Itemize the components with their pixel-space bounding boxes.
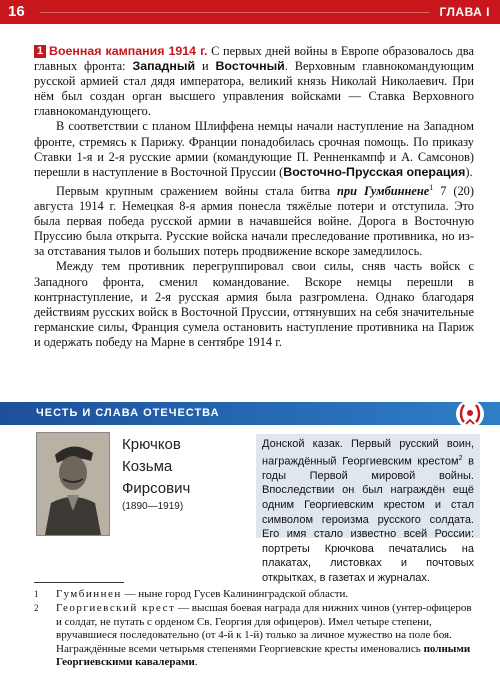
- footnote-ref-2[interactable]: 2: [458, 454, 463, 462]
- footnote-ref-1[interactable]: 1: [429, 182, 434, 192]
- p3-text-c: 7 (20) августа 1914 г. Немецкая 8-я армия понесла тяжёлые потери и отступила. Это была первая победа русской армии в начавшейся войне. Дорога в Восточную Пруссию была открыта. Русские войска начали преследование противника, но из-за отставания тылов и больших потерь продвижение вскоре замедлилось.: [34, 183, 474, 259]
- p2-text-a: В соответствии с планом Шлиффена немцы начали наступление на Западном фронте, стремясь к Парижу. Франции понадобилась срочная помощь. По приказу Ставки 1-я и 2-я русские армии (командующие П. Ренненкампф и А. Самсонов) перешли в наступление в Восточной Пруссии (: [34, 119, 474, 179]
- chapter-label: ГЛАВА I: [439, 5, 490, 19]
- p2-text-c: ).: [465, 164, 473, 179]
- footnote-2-marker: 2: [34, 603, 39, 613]
- term-east-prussian-operation: Восточно-Прусская операция: [283, 164, 466, 179]
- hero-name: Козьма: [122, 458, 173, 475]
- section-heading: Военная кампания 1914 г.: [49, 44, 208, 58]
- footnote-2: [34, 602, 480, 670]
- honor-section-band: [0, 402, 500, 425]
- footnote-1: [34, 588, 480, 602]
- footnote-2-bold-term: полными Георгиевскими кавалерами: [56, 642, 471, 669]
- hero-name-block: [122, 434, 190, 500]
- hero-patronymic: Фирсович: [122, 480, 191, 497]
- p1-text-c: и: [195, 59, 216, 74]
- hero-surname: Крючков: [122, 436, 181, 453]
- footnote-1-marker: 1: [34, 589, 39, 599]
- footnote-1-term: Гумбиннен: [56, 588, 122, 600]
- page-number: 16: [8, 3, 25, 20]
- p3-text-a: Первым крупным сражением войны стала битва: [56, 183, 338, 198]
- footnote-2-text-c: .: [194, 656, 198, 669]
- p1-text-a: С первых дней войны в Европе образовалось два главных фронта:: [34, 44, 474, 74]
- footnote-2-text-a: — высшая боевая награда для нижних чинов (унтер-офицеров и солдат, не путать с орденом Св. Георгия для офицеров). Имел четыре степени, вручавшиеся последовательно (от 4-й к 1-й) только за личное мужество на поле боя. Награждённые всеми четырьмя степенями Георгиевские кресты именовались: [56, 602, 472, 655]
- header-rule: [40, 12, 430, 13]
- main-text: [34, 44, 474, 350]
- portrait-photo: [36, 432, 110, 536]
- term-eastern-front: Восточный: [215, 59, 285, 74]
- paragraph-3: [34, 180, 474, 260]
- paragraph-4: Между тем противник перегруппировал свои силы, сняв часть войск с Западного фронта, сменил командование. Вскоре немцы перешли в контрнаступление, и 2-я русская армия была разгромлена. Однако благодаря действиям русских войск в Восточной Пруссии, оттянувших на себя значительные германские силы, Франция сумела остановить наступление противника на Париж и одержать победу на Марне в сентябре 1914 г.: [34, 259, 474, 349]
- paragraph-1: [34, 44, 474, 119]
- footnote-separator: [34, 582, 124, 583]
- section-number-badge: 1: [34, 45, 46, 58]
- hero-bio-box: [256, 434, 480, 584]
- term-western-front: Западный: [132, 59, 196, 74]
- hero-bio-b: в годы Первой мировой войны. Впоследствии он был награждён ещё одним Георгиевским крестом и стал символом героизма русского солдата. Его имя стало известно всей России: портреты Крючкова печатались на плакатах, листовках и почтовых открытках, в газетах и журналах.: [262, 455, 474, 584]
- honor-section-title: ЧЕСТЬ И СЛАВА ОТЕЧЕСТВА: [36, 407, 220, 419]
- paragraph-2: [34, 119, 474, 179]
- p1-text-e: . Верховным главнокомандующим русской армией стал дядя императора, великий князь Николай Николаевич. При нём был создан орган высшего управления войсками — Ставка Верховного главнокомандующего.: [34, 59, 475, 119]
- hero-bio-a: Донской казак. Первый русский воин, награждённый Георгиевским крестом: [262, 438, 474, 468]
- term-gumbinnen: при Гумбиннене: [337, 183, 430, 198]
- page-header: [0, 0, 500, 24]
- footnote-1-text: — ныне город Гусев Калининградской области.: [121, 588, 349, 600]
- laurel-wreath-icon: [454, 398, 486, 430]
- footnote-2-term: Георгиевский крест: [56, 602, 176, 614]
- hero-years: (1890—1919): [122, 501, 184, 512]
